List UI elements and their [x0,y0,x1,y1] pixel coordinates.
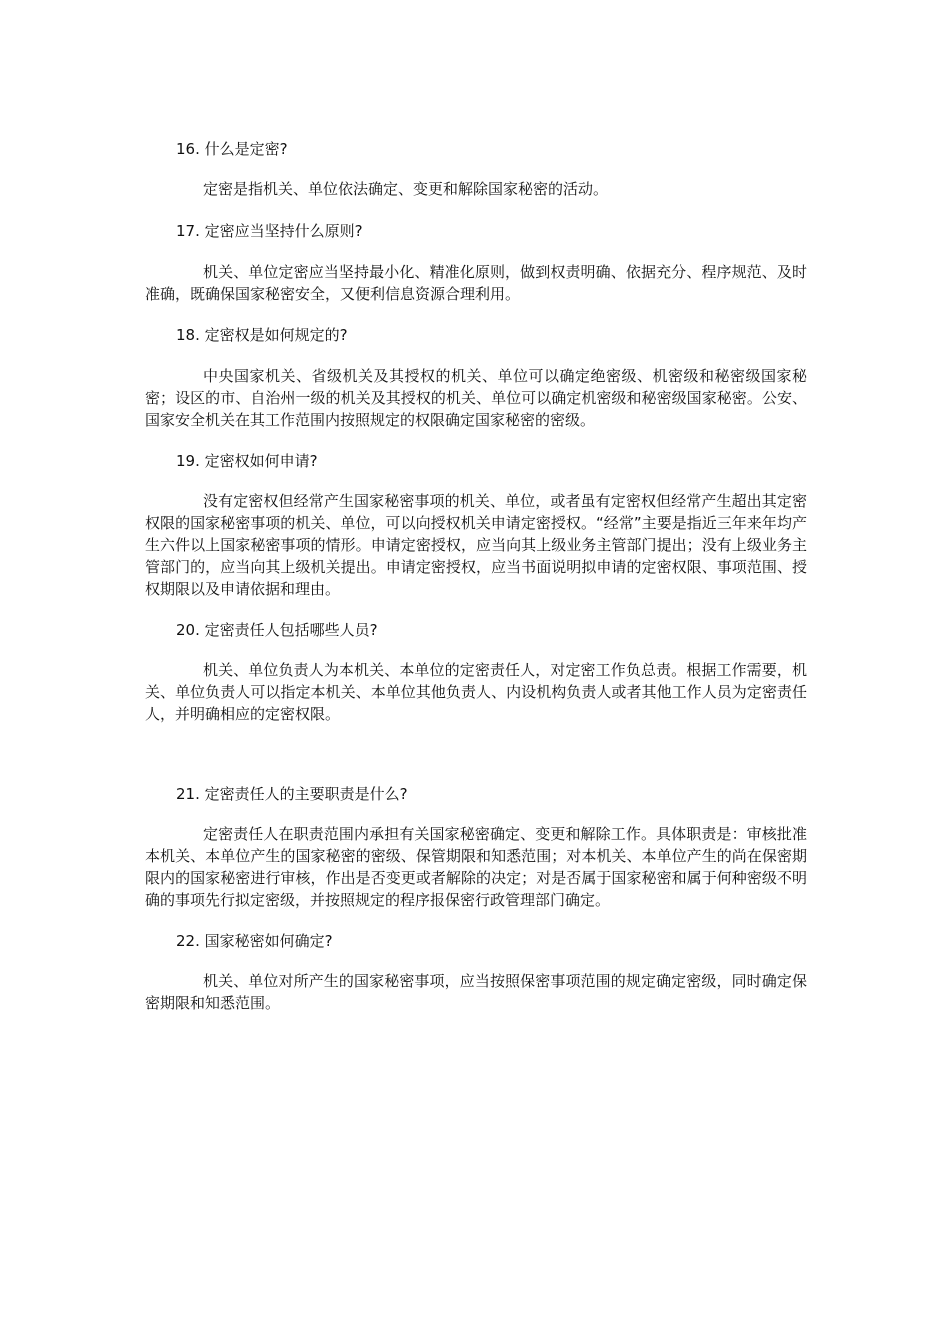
question-17: 17. 定密应当坚持什么原则? [176,222,363,240]
answer-21: 定密责任人在职责范围内承担有关国家秘密确定、变更和解除工作。具体职责是：审核批准本机关、本单位产生的国家秘密的密级、保管期限和知悉范围；对本机关、本单位产生的尚在保密期限内的国家秘密进行审核，作出是否变更或者解除的决定；对是否属于国家秘密和属于何种密级不明确的事项先行拟定密级，并按照规定的程序报保密行政管理部门确定。 [145,825,807,909]
question-18: 18. 定密权是如何规定的? [176,326,348,344]
answer-22: 机关、单位对所产生的国家秘密事项，应当按照保密事项范围的规定确定密级，同时确定保密期限和知悉范围。 [145,972,807,1012]
question-16: 16. 什么是定密? [176,140,288,158]
answer-18: 中央国家机关、省级机关及其授权的机关、单位可以确定绝密级、机密级和秘密级国家秘密；设区的市、自治州一级的机关及其授权的机关、单位可以确定机密级和秘密级国家秘密。公安、国家安全机关在其工作范围内按照规定的权限确定国家秘密的密级。 [145,367,807,429]
answer-16: 定密是指机关、单位依法确定、变更和解除国家秘密的活动。 [203,180,609,198]
question-20: 20. 定密责任人包括哪些人员? [176,621,378,639]
question-19: 19. 定密权如何申请? [176,452,318,470]
answer-17: 机关、单位定密应当坚持最小化、精准化原则，做到权责明确、依据充分、程序规范、及时准确，既确保国家秘密安全，又便利信息资源合理利用。 [145,263,807,303]
answer-20: 机关、单位负责人为本机关、本单位的定密责任人，对定密工作负总责。根据工作需要，机关、单位负责人可以指定本机关、本单位其他负责人、内设机构负责人或者其他工作人员为定密责任人，并明确相应的定密权限。 [145,661,807,723]
question-22: 22. 国家秘密如何确定? [176,932,333,950]
question-21: 21. 定密责任人的主要职责是什么? [176,785,408,803]
answer-19: 没有定密权但经常产生国家秘密事项的机关、单位，或者虽有定密权但经常产生超出其定密权限的国家秘密事项的机关、单位，可以向授权机关申请定密授权。“经常”主要是指近三年来年均产生六件以上国家秘密事项的情形。申请定密授权，应当向其上级业务主管部门提出；没有上级业务主管部门的，应当向其上级机关提出。申请定密授权，应当书面说明拟申请的定密权限、事项范围、授权期限以及申请依据和理由。 [145,492,807,598]
